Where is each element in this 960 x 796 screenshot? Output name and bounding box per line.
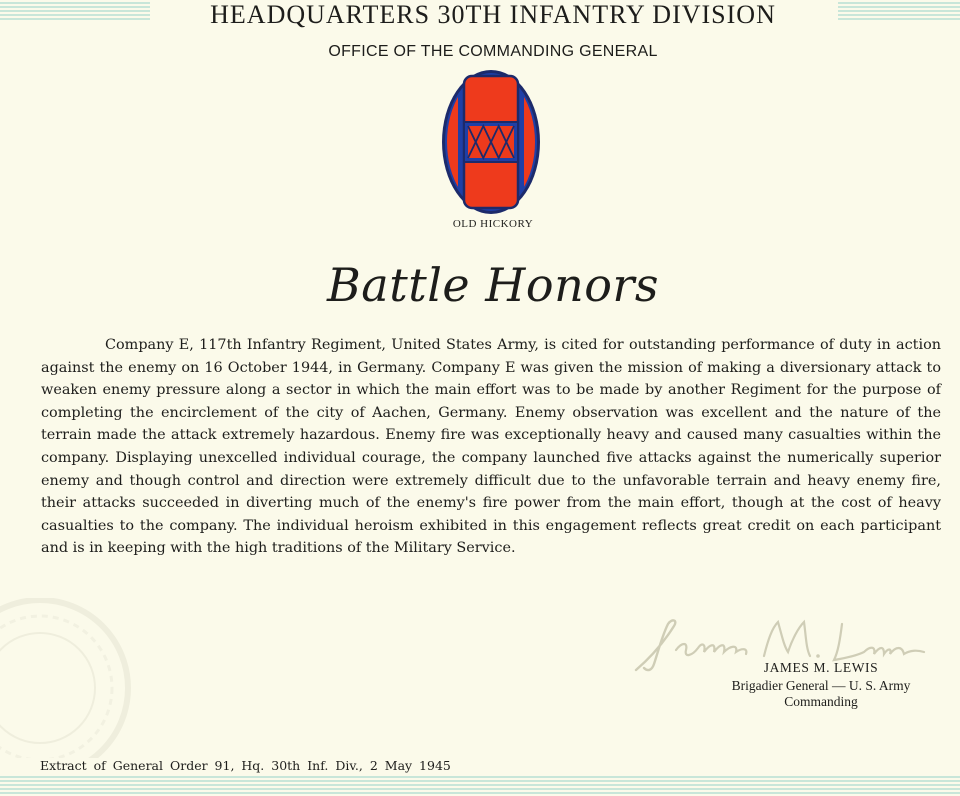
document-title: Battle Honors [327, 258, 659, 312]
insignia-caption: OLD HICKORY [452, 218, 534, 230]
embossed-seal-icon [0, 598, 150, 758]
signer-rank: Brigadier General — U. S. Army [731, 678, 911, 693]
header-subtitle: OFFICE OF THE COMMANDING GENERAL [328, 43, 658, 60]
old-hickory-insignia-icon [440, 68, 542, 216]
general-order-footnote: Extract of General Order 91, Hq. 30th Inf. Div., 2 May 1945 [40, 758, 451, 773]
border-stripe-bottom [0, 776, 960, 796]
signer-role: Commanding [784, 694, 858, 709]
citation-text: Company E, 117th Infantry Regiment, United States Army, is cited for outstanding performance of duty in action against the enemy on 16 October 1944, in Germany. Company E was given the mission of making a diversionary attack to weaken enemy pressure along a sector in which the main effort was to be made by another Regiment for the purpose of completing the encirclement of the city of Aachen, Germany. Enemy observation was excellent and the nature of the terrain made the attack extremely hazardous. Enemy fire was exceptionally heavy and caused many casualties within the company. Displaying unexcelled individual courage, the company launched five attacks against the numerically superior enemy and though control and direction were extremely difficult due to the unfavorable terrain and heavy enemy fire, their attacks succeeded in diverting much of the enemy's fire power from the main effort, though at the cost of heavy casualties to the company. The individual heroism exhibited in this engagement reflects great credit on each participant and is in keeping with the high traditions of the Military Service. [41, 337, 941, 557]
signer-name: JAMES M. LEWIS [763, 660, 879, 675]
header-title: HEADQUARTERS 30TH INFANTRY DIVISION [210, 0, 776, 29]
